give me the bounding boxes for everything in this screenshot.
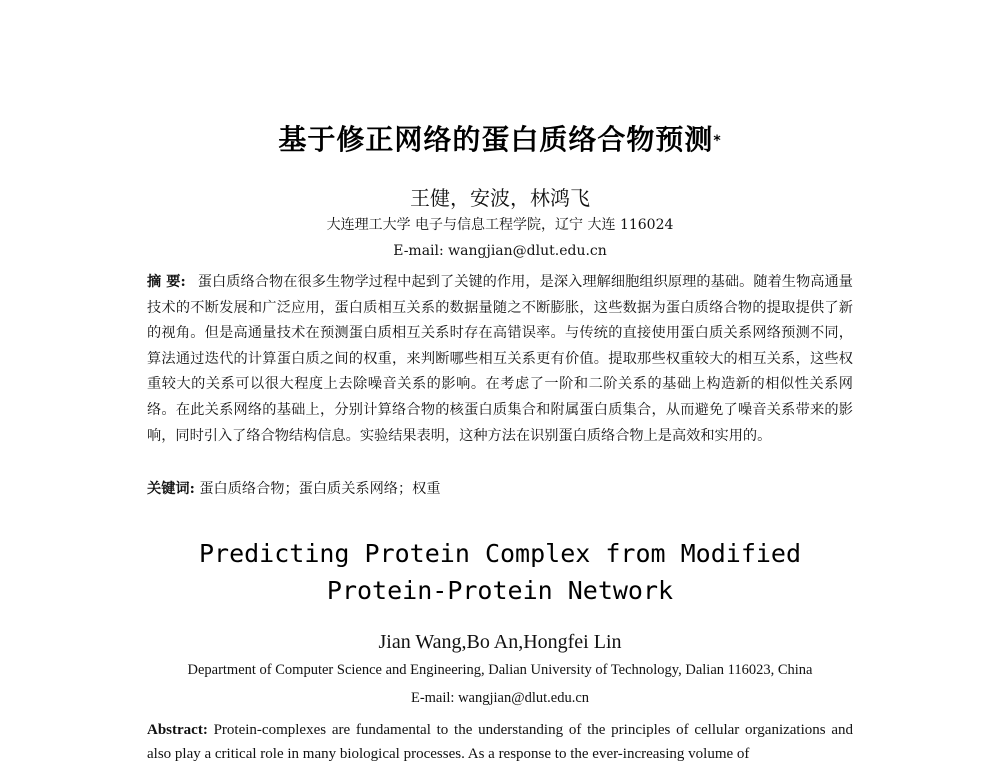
chinese-authors: 王健，安波，林鸿飞 [410,186,590,210]
chinese-title-text: 基于修正网络的蛋白质络合物预测 [278,123,714,156]
english-title-line-1: Predicting Protein Complex from Modified [198,539,802,568]
chinese-email: E-mail: wangjian@dlut.edu.cn [393,243,607,259]
english-authors: Jian Wang,Bo An,Hongfei Lin [378,631,622,653]
english-abstract [147,718,853,766]
chinese-abstract [147,270,853,449]
chinese-keywords-label: 关键词: [147,481,195,497]
english-affiliation: Department of Computer Science and Engineering, Dalian University of Technology, Dalian 116023, China [187,662,813,678]
english-abstract-label: Abstract: [147,722,208,738]
english-abstract-text: Protein-complexes are fundamental to the understanding of the principles of cellular organizations and also play a critical role in many biological processes. As a response to the ever-increasing volume of [147,722,854,762]
english-title-line-2: Protein-Protein Network [326,576,674,605]
title-footnote-mark: * [713,133,722,149]
chinese-affiliation: 大连理工大学 电子与信息工程学院，辽宁 大连 116024 [326,217,674,233]
chinese-abstract-label: 摘 要: [147,274,186,290]
english-email: E-mail: wangjian@dlut.edu.cn [410,690,590,706]
chinese-keywords-text: 蛋白质络合物；蛋白质关系网络；权重 [199,481,441,497]
chinese-title [0,118,1000,158]
english-title [0,535,1000,609]
chinese-abstract-text: 蛋白质络合物在很多生物学过程中起到了关键的作用，是深入理解细胞组织原理的基础。随着生物高通量技术的不断发展和广泛应用，蛋白质相互关系的数据量随之不断膨胀，这些数据为蛋白质络合物的提取提供了新的视角。但是高通量技术在预测蛋白质相互关系时存在高错误率。与传统的直接使用蛋白质关系网络预测不同，算法通过迭代的计算蛋白质之间的权重，来判断哪些相互关系更有价值。提取那些权重较大的相互关系，这些权重较大的关系可以很大程度上去除噪音关系的影响。在考虑了一阶和二阶关系的基础上构造新的相似性关系网络。在此关系网络的基础上，分别计算络合物的核蛋白质集合和附属蛋白质集合，从而避免了噪音关系带来的影响，同时引入了络合物结构信息。实验结果表明，这种方法在识别蛋白质络合物上是高效和实用的。 [147,274,853,444]
chinese-keywords [147,478,853,500]
